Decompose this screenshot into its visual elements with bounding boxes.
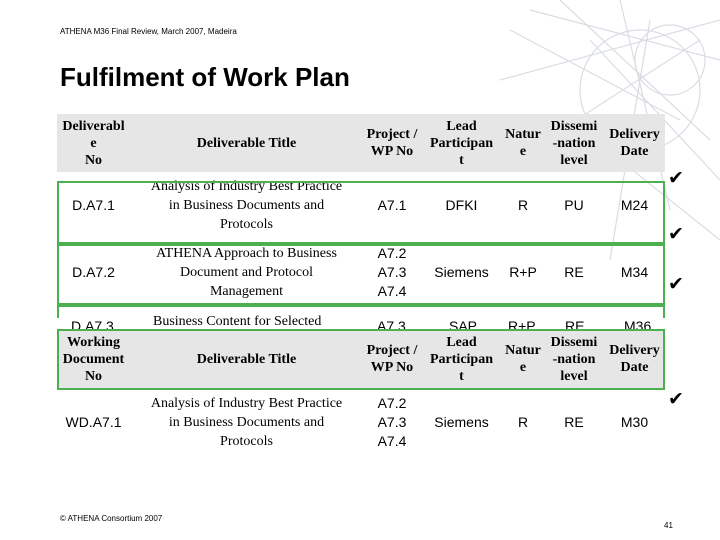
header-delivery-date: Delivery Date [609, 343, 660, 375]
deliverable-lead: DFKI [445, 196, 478, 213]
header-deliverable-title: Deliverable Title [196, 135, 297, 151]
header-dissemination-level: Dissemi -nation level [550, 334, 598, 384]
check-icon: ✔ [668, 168, 684, 189]
header-working-document-no: Working Document No [62, 334, 125, 384]
footer-copyright: © ATHENA Consortium 2007 [60, 514, 163, 523]
header-deliverable-title: Deliverable Title [196, 351, 297, 367]
table-row [57, 172, 665, 238]
deliverable-nature: R+P [508, 318, 536, 330]
deliverable-wp: A7.3 [377, 318, 406, 330]
deliverable-nature: R [517, 196, 529, 213]
deliverable-title: Analysis of Industry Best Practice in Business Documents and Protocols [150, 178, 343, 232]
deliverable-title: Business Content for Selected [153, 314, 322, 329]
header-wp-no: Project / WP No [366, 127, 418, 159]
deliverable-lead: SAP [449, 318, 478, 330]
header-dissemination-level: Dissemi -nation level [550, 118, 598, 168]
deliverable-wp: A7.1 [377, 196, 407, 213]
working-document-dissemination: RE [564, 413, 584, 430]
deliverable-no: D.A7.1 [72, 196, 115, 213]
working-document-no: WD.A7.1 [65, 413, 122, 430]
presentation-header: ATHENA M36 Final Review, March 2007, Madeira [60, 27, 237, 36]
working-document-nature: R [517, 413, 529, 430]
deliverable-title: ATHENA Approach to Business Document and Protocol Management [156, 245, 337, 299]
deliverable-date: M34 [620, 263, 649, 280]
working-document-wp: A7.2 A7.3 A7.4 [377, 394, 407, 449]
check-icon: ✔ [668, 274, 684, 295]
header-lead-participant: Lead Participan t [430, 118, 493, 168]
working-documents-table [57, 329, 665, 455]
working-documents-header-row [57, 329, 665, 389]
table-row [57, 238, 665, 306]
deliverable-date: M36 [624, 318, 652, 330]
deliverable-no: D.A7.2 [72, 263, 115, 280]
working-document-date: M30 [620, 413, 649, 430]
check-icon: ✔ [668, 224, 684, 245]
deliverable-wp: A7.2 A7.3 A7.4 [377, 244, 407, 299]
header-deliverable-no: Deliverabl e No [62, 118, 125, 168]
header-nature: Natur e [505, 127, 541, 159]
working-document-lead: Siemens [434, 413, 489, 430]
deliverable-dissemination: RE [565, 318, 585, 330]
header-delivery-date: Delivery Date [609, 127, 660, 159]
page-number: 41 [664, 521, 673, 530]
deliverable-lead: Siemens [434, 263, 489, 280]
table-row [57, 389, 665, 455]
deliverable-dissemination: RE [564, 263, 584, 280]
header-wp-no: Project / WP No [366, 343, 418, 375]
header-lead-participant: Lead Participan t [430, 334, 493, 384]
check-icon: ✔ [668, 389, 684, 410]
partial-deliverable-row [57, 313, 665, 330]
deliverable-dissemination: PU [564, 196, 584, 213]
deliverables-table [57, 114, 665, 306]
deliverable-nature: R+P [509, 263, 537, 280]
header-nature: Natur e [505, 343, 541, 375]
page-title: Fulfilment of Work Plan [60, 62, 350, 92]
deliverables-header-row [57, 114, 665, 172]
working-document-title: Analysis of Industry Best Practice in Business Documents and Protocols [150, 395, 343, 449]
deliverable-date: M24 [620, 196, 649, 213]
deliverable-no: D.A7.3 [71, 318, 114, 330]
